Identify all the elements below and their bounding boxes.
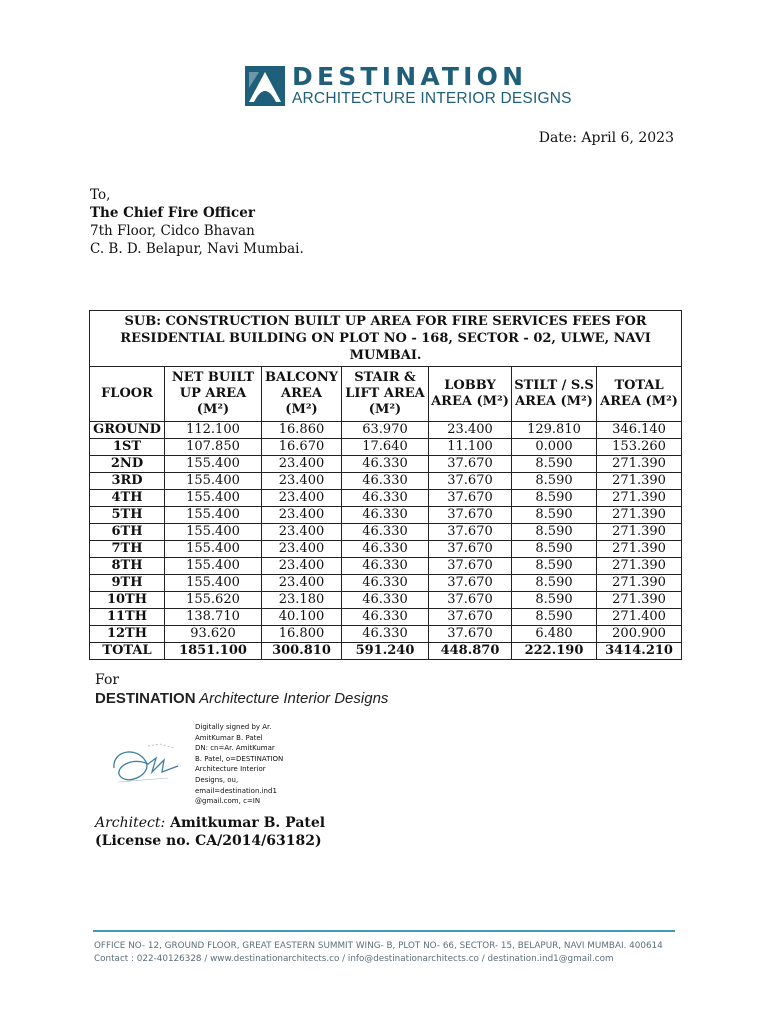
area-value-cell: 0.000: [512, 439, 597, 456]
floor-cell: 12TH: [90, 626, 165, 643]
area-value-cell: 37.670: [429, 626, 512, 643]
area-value-cell: 271.390: [597, 524, 682, 541]
area-value-cell: 300.810: [262, 643, 342, 660]
area-value-cell: 8.590: [512, 490, 597, 507]
area-value-cell: 8.590: [512, 592, 597, 609]
area-value-cell: 16.670: [262, 439, 342, 456]
table-subject: SUB: CONSTRUCTION BUILT UP AREA FOR FIRE SERVICES FEES FOR RESIDENTIAL BUILDING ON PLOT NO - 168, SECTOR - 02, ULWE, NAVI MUMBAI.: [90, 311, 682, 367]
brand-name: DESTINATION: [292, 62, 528, 91]
digital-signature-line: @gmail.com, c=IN: [195, 797, 261, 806]
area-value-cell: 23.400: [429, 422, 512, 439]
area-value-cell: 271.390: [597, 490, 682, 507]
table-row: [90, 473, 682, 490]
area-value-cell: 8.590: [512, 524, 597, 541]
area-value-cell: 16.860: [262, 422, 342, 439]
area-value-cell: 23.400: [262, 558, 342, 575]
column-header: BALCONY AREA (M²): [262, 367, 342, 422]
area-value-cell: 271.390: [597, 507, 682, 524]
area-value-cell: 591.240: [342, 643, 429, 660]
area-value-cell: 37.670: [429, 456, 512, 473]
area-value-cell: 46.330: [342, 473, 429, 490]
area-value-cell: 23.400: [262, 473, 342, 490]
area-value-cell: 271.400: [597, 609, 682, 626]
area-value-cell: 8.590: [512, 473, 597, 490]
area-value-cell: 23.400: [262, 490, 342, 507]
area-value-cell: 23.400: [262, 541, 342, 558]
destination-logo-icon: [245, 66, 285, 106]
area-value-cell: 112.100: [165, 422, 262, 439]
area-value-cell: 138.710: [165, 609, 262, 626]
area-value-cell: 23.400: [262, 524, 342, 541]
area-value-cell: 271.390: [597, 473, 682, 490]
company-name-rest: Architecture Interior Designs: [195, 690, 389, 707]
area-value-cell: 16.800: [262, 626, 342, 643]
digital-signature-line: Architecture Interior: [195, 765, 266, 774]
table-row: [90, 592, 682, 609]
table-row: [90, 439, 682, 456]
address-line-2: C. B. D. Belapur, Navi Mumbai.: [90, 241, 304, 257]
floor-cell: 10TH: [90, 592, 165, 609]
area-value-cell: 271.390: [597, 456, 682, 473]
area-value-cell: 23.400: [262, 575, 342, 592]
area-value-cell: 155.620: [165, 592, 262, 609]
digital-signature-line: Digitally signed by Ar.: [195, 723, 272, 731]
table-row: [90, 609, 682, 626]
area-value-cell: 271.390: [597, 592, 682, 609]
area-value-cell: 155.400: [165, 507, 262, 524]
area-value-cell: 37.670: [429, 490, 512, 507]
area-value-cell: 63.970: [342, 422, 429, 439]
area-value-cell: 46.330: [342, 541, 429, 558]
area-value-cell: 37.670: [429, 575, 512, 592]
table-row: [90, 524, 682, 541]
area-value-cell: 155.400: [165, 490, 262, 507]
architect-label: Architect:: [95, 815, 166, 831]
table-total-row: [90, 643, 682, 660]
column-header: NET BUILT UP AREA (M²): [165, 367, 262, 422]
floor-cell: 8TH: [90, 558, 165, 575]
area-value-cell: 93.620: [165, 626, 262, 643]
area-value-cell: 8.590: [512, 456, 597, 473]
area-value-cell: 155.400: [165, 558, 262, 575]
area-value-cell: 155.400: [165, 524, 262, 541]
digital-signature-details: [195, 722, 295, 807]
digital-signature-line: Designs, ou,: [195, 775, 239, 784]
digital-signature-line: DN: cn=Ar. AmitKumar: [195, 744, 275, 753]
area-value-cell: 37.670: [429, 558, 512, 575]
area-value-cell: 8.590: [512, 558, 597, 575]
area-value-cell: 46.330: [342, 592, 429, 609]
table-row: [90, 490, 682, 507]
area-value-cell: 271.390: [597, 541, 682, 558]
floor-cell: 7TH: [90, 541, 165, 558]
area-value-cell: 271.390: [597, 558, 682, 575]
table-row: [90, 575, 682, 592]
company-name-bold: DESTINATION: [95, 690, 196, 707]
area-value-cell: 129.810: [512, 422, 597, 439]
for-label: For: [95, 672, 120, 688]
table-row: [90, 456, 682, 473]
area-value-cell: 448.870: [429, 643, 512, 660]
digital-signature-line: B. Patel, o=DESTINATION: [195, 754, 284, 763]
area-value-cell: 155.400: [165, 541, 262, 558]
footer-contact-info: Contact : 022-40126328 / www.destinationarchitects.co / info@destinationarchitects.co / destination.ind1@gmail.com: [94, 954, 614, 964]
area-value-cell: 222.190: [512, 643, 597, 660]
floor-cell: GROUND: [90, 422, 165, 439]
address-salutation: To,: [90, 187, 111, 203]
brand-tagline: ARCHITECTURE INTERIOR DESIGNS: [292, 90, 572, 107]
area-value-cell: 271.390: [597, 575, 682, 592]
footer-office-address: OFFICE NO- 12, GROUND FLOOR, GREAT EASTERN SUMMIT WING- B, PLOT NO- 66, SECTOR- 15, BELAPUR, NAVI MUMBAI. 400614: [94, 941, 663, 951]
floor-cell: TOTAL: [90, 643, 165, 660]
area-value-cell: 153.260: [597, 439, 682, 456]
area-value-cell: 155.400: [165, 575, 262, 592]
area-value-cell: 37.670: [429, 541, 512, 558]
column-header: STILT / S.S AREA (M²): [512, 367, 597, 422]
area-value-cell: 46.330: [342, 524, 429, 541]
area-value-cell: 37.670: [429, 609, 512, 626]
floor-cell: 11TH: [90, 609, 165, 626]
area-value-cell: 46.330: [342, 575, 429, 592]
recipient-name: The Chief Fire Officer: [90, 205, 255, 221]
area-value-cell: 37.670: [429, 524, 512, 541]
area-value-cell: 17.640: [342, 439, 429, 456]
architect-name: Amitkumar B. Patel: [165, 815, 326, 831]
area-value-cell: 8.590: [512, 575, 597, 592]
architect-line: [95, 815, 325, 831]
area-value-cell: 107.850: [165, 439, 262, 456]
area-value-cell: 37.670: [429, 592, 512, 609]
table-header-row: [90, 367, 682, 422]
area-value-cell: 46.330: [342, 507, 429, 524]
floor-cell: 3RD: [90, 473, 165, 490]
address-line-1: 7th Floor, Cidco Bhavan: [90, 223, 255, 239]
area-value-cell: 155.400: [165, 473, 262, 490]
license-number: (License no. CA/2014/63182): [95, 833, 322, 849]
floor-cell: 4TH: [90, 490, 165, 507]
table-row: [90, 558, 682, 575]
built-up-area-table: [89, 310, 682, 660]
area-value-cell: 8.590: [512, 609, 597, 626]
table-row: [90, 626, 682, 643]
area-value-cell: 6.480: [512, 626, 597, 643]
digital-signature-line: AmitKumar B. Patel: [195, 733, 263, 742]
area-value-cell: 3414.210: [597, 643, 682, 660]
area-value-cell: 8.590: [512, 541, 597, 558]
table-row: [90, 422, 682, 439]
letter-date: Date: April 6, 2023: [538, 130, 674, 146]
floor-cell: 5TH: [90, 507, 165, 524]
area-value-cell: 23.180: [262, 592, 342, 609]
company-signature-line: [95, 690, 388, 707]
area-value-cell: 1851.100: [165, 643, 262, 660]
column-header: STAIR & LIFT AREA (M²): [342, 367, 429, 422]
footer-divider: [93, 930, 675, 932]
table-row: [90, 507, 682, 524]
area-value-cell: 8.590: [512, 507, 597, 524]
floor-cell: 6TH: [90, 524, 165, 541]
floor-cell: 9TH: [90, 575, 165, 592]
table-row: [90, 541, 682, 558]
digital-signature-line: email=destination.ind1: [195, 786, 277, 795]
area-value-cell: 37.670: [429, 473, 512, 490]
column-header: TOTAL AREA (M²): [597, 367, 682, 422]
area-value-cell: 346.140: [597, 422, 682, 439]
floor-cell: 2ND: [90, 456, 165, 473]
area-value-cell: 46.330: [342, 490, 429, 507]
area-value-cell: 11.100: [429, 439, 512, 456]
area-value-cell: 23.400: [262, 456, 342, 473]
area-value-cell: 23.400: [262, 507, 342, 524]
area-value-cell: 200.900: [597, 626, 682, 643]
area-value-cell: 155.400: [165, 456, 262, 473]
area-value-cell: 46.330: [342, 558, 429, 575]
column-header: LOBBY AREA (M²): [429, 367, 512, 422]
floor-cell: 1ST: [90, 439, 165, 456]
area-value-cell: 46.330: [342, 626, 429, 643]
area-value-cell: 37.670: [429, 507, 512, 524]
handwritten-signature-icon: [108, 738, 188, 792]
area-value-cell: 46.330: [342, 456, 429, 473]
column-header: FLOOR: [90, 367, 165, 422]
area-value-cell: 40.100: [262, 609, 342, 626]
area-value-cell: 46.330: [342, 609, 429, 626]
